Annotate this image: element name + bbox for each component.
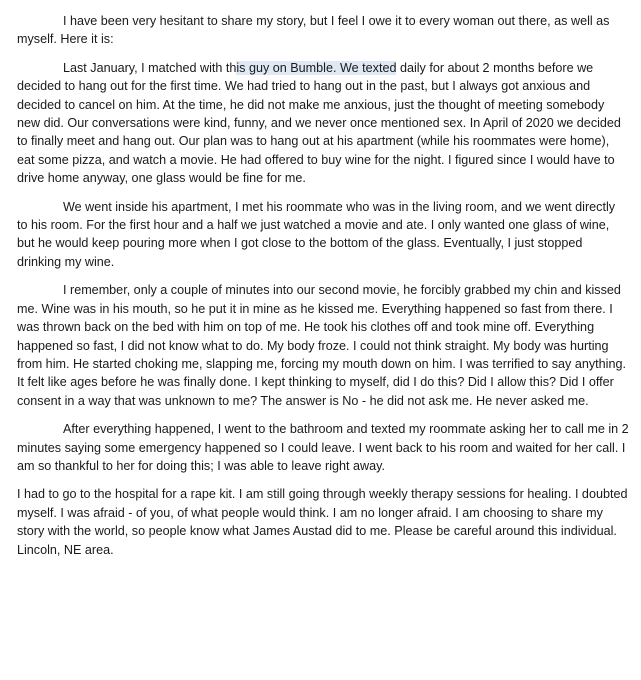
paragraph-matching [17,59,629,188]
selection-highlight[interactable]: is guy on Bumble. We texted [236,60,397,75]
paragraph-text: After everything happened, I went to the bathroom and texted my roommate asking her to call me in 2 minutes saying some emergency happened so I could leave. I went back to his room and waited for her call. I am so thankful to her for doing this; I was able to leave right away. [17,422,629,473]
paragraph-text: We went inside his apartment, I met his roommate who was in the living room, and we went directly to his room. For the first hour and a half we just watched a movie and ate. I only wanted one glass of wine, but he would keep pouring more when I got close to the bottom of the glass. Eventually, I just stopped drinking my wine. [17,199,616,269]
paragraph-text: I remember, only a couple of minutes into our second movie, he forcibly grabbed my chin and kissed me. Wine was in his mouth, so he put it in mine as he kissed me. Everything happened so fast from there. I was thrown back on the bed with him on top of me. He took his clothes off and took mine off. Everything happened so fast, I did not know what to do. My body froze. I could not think straight. My body was hurting from him. He started choking me, slapping me, forcing my mouth down on him. I was terrified to say anything. It felt like ages before he was finally done. I kept thinking to myself, did I do this? Did I allow this? Did I offer consent in a way that was unknown to me? The answer is No - he did not ask me. He never asked me. [17,283,626,408]
paragraph-text: daily for about 2 months before we decided to hang out for the first time. We had tried to hang out in the past, but I always got anxious and decided to cancel on him. At the time, he did not make me anxious, just the thought of meeting somebody new did. Our conversations were kind, funny, and we never once mentioned sex. In April of 2020 we decided to finally meet and hang out. Our plan was to hang out at his apartment (while his roommates were home), eat some pizza, and watch a movie. He had offered to buy wine for the night. I figured since I would have to drive home anyway, one glass would be fine for me. [17,60,621,186]
paragraph-text: Last January, I matched with th [63,60,237,75]
paragraph-text: I had to go to the hospital for a rape kit. I am still going through weekly therapy sessions for healing. I doubted myself. I was afraid - of you, of what people would think. I am no longer afraid. I am choosing to share my story with the world, so people know what James Austad did to me. Please be careful around this individual. Lincoln, NE area. [17,487,628,557]
paragraph-closing [17,485,629,559]
paragraph-assault [17,281,629,410]
document-body [17,12,629,569]
paragraph-apartment [17,198,629,272]
paragraph-aftermath [17,420,629,475]
paragraph-text: I have been very hesitant to share my story, but I feel I owe it to every woman out there, as well as myself. Here it is: [17,14,610,47]
paragraph-intro [17,12,629,49]
